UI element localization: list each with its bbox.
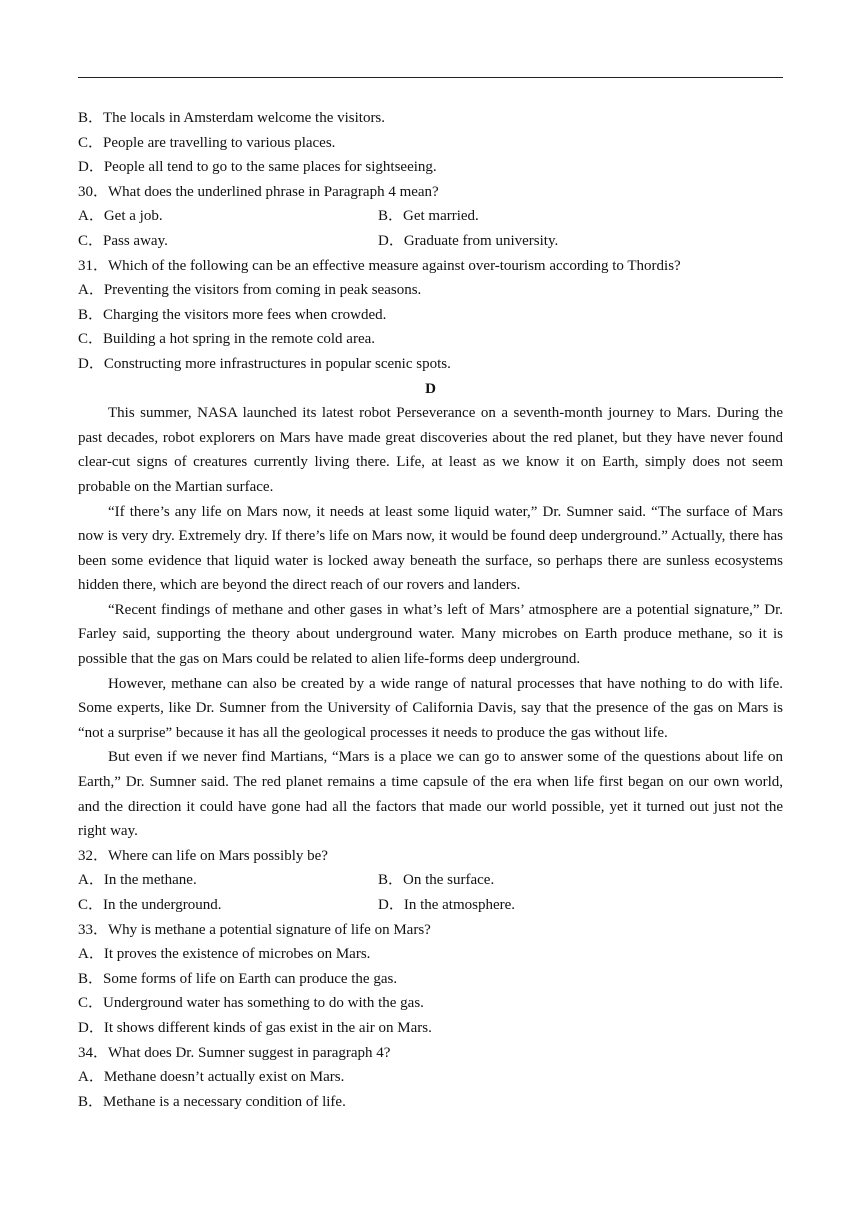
paragraph-text: “If there’s any life on Mars now, it needs at least some liquid water,” Dr. Sumner said. “The surface of Mars now is very dry. Extremely dry. If there’s life on Mars now, it would be found deep underground.” Actually, there has been some evidence that liquid water is locked away beneath the surface, so perhaps there are sunless ecosystems hidden there, which are beyond the direct reach of our rovers and landers. [78, 503, 783, 594]
q32-option-b: B．On the surface. [378, 872, 495, 889]
page-content [78, 106, 783, 1114]
q33-option-a: A．It proves the existence of microbes on Mars. [78, 946, 371, 963]
q32-option-d: D．In the atmosphere. [378, 897, 516, 913]
passage-paragraph-2 [78, 500, 783, 598]
paragraph-text: However, methane can also be created by a wide range of natural processes that have nothing to do with life. Some experts, like Dr. Sumner from the University of California Davis, say that the presence of the gas on Mars is “not a surprise” because it has all the geological processes it needs to produce the gas without life. [78, 675, 783, 741]
q32-options-row-1 [78, 868, 783, 893]
q32-option-a: A．In the methane. [78, 872, 197, 889]
q29-option-b: B．The locals in Amsterdam welcome the visitors. [78, 110, 386, 126]
q30-option-a: A．Get a job. [78, 208, 163, 225]
q34-option-a: A．Methane doesn’t actually exist on Mars. [78, 1069, 345, 1086]
passage-paragraph-1 [78, 401, 783, 499]
paragraph-text: “Recent findings of methane and other gases in what’s left of Mars’ atmosphere are a potential signature,” Dr. Farley said, supporting the theory about underground water. Many microbes on Earth produce methane, so it is possible that the gas on Mars could be related to alien life-forms deep underground. [78, 601, 783, 668]
passage-paragraph-4 [78, 672, 783, 746]
passage-paragraph-5 [78, 745, 783, 843]
q32-options-row-2 [78, 893, 783, 918]
q34-question: 34．What does Dr. Sumner suggest in paragraph 4? [78, 1044, 391, 1061]
q31-question: 31．Which of the following can be an effective measure against over-tourism according to Thordis? [78, 257, 681, 274]
q30-option-c: C．Pass away. [78, 232, 168, 249]
q33-question: 33．Why is methane a potential signature of life on Mars? [78, 921, 431, 938]
q32-option-c: C．In the underground. [78, 897, 222, 913]
paragraph-text: This summer, NASA launched its latest robot Perseverance on a seventh-month journey to Mars. During the past decades, robot explorers on Mars have made great discoveries about the red planet, but they have never found clear-cut signs of creatures currently living there. Life, at least as we know it on Earth, simply does not seem probable on the Martian surface. [78, 405, 783, 495]
q31-option-b: B．Charging the visitors more fees when crowded. [78, 306, 387, 323]
q34-option-b: B．Methane is a necessary condition of life. [78, 1093, 346, 1110]
q32-question: 32．Where can life on Mars possibly be? [78, 847, 328, 864]
q33-option-b: B．Some forms of life on Earth can produce the gas. [78, 970, 398, 987]
section-heading: D [425, 380, 436, 397]
q30-options-row-1 [78, 204, 783, 229]
q31-option-c: C．Building a hot spring in the remote cold area. [78, 331, 376, 348]
q30-option-d: D．Graduate from university. [378, 232, 559, 249]
paragraph-text: But even if we never find Martians, “Mars is a place we can go to answer some of the questions about life on Earth,” Dr. Sumner said. The red planet remains a time capsule of the era when life first began on our own world, and the direction it could have gone had all the factors that made our world possible, yet it turned out just not the right way. [78, 749, 783, 840]
q31-option-a: A．Preventing the visitors from coming in peak seasons. [78, 282, 422, 299]
q33-option-d: D．It shows different kinds of gas exist in the air on Mars. [78, 1019, 432, 1036]
q33-option-c: C．Underground water has something to do with the gas. [78, 995, 424, 1012]
q31-option-d: D．Constructing more infrastructures in popular scenic spots. [78, 355, 451, 372]
q30-question: 30．What does the underlined phrase in Paragraph 4 mean? [78, 183, 439, 200]
header-rule [78, 77, 783, 78]
q29-option-d: D．People all tend to go to the same places for sightseeing. [78, 159, 437, 176]
passage-paragraph-3 [78, 598, 783, 672]
q30-options-row-2 [78, 229, 783, 254]
q30-option-b: B．Get married. [378, 208, 479, 225]
q29-option-c: C．People are travelling to various places. [78, 134, 336, 151]
